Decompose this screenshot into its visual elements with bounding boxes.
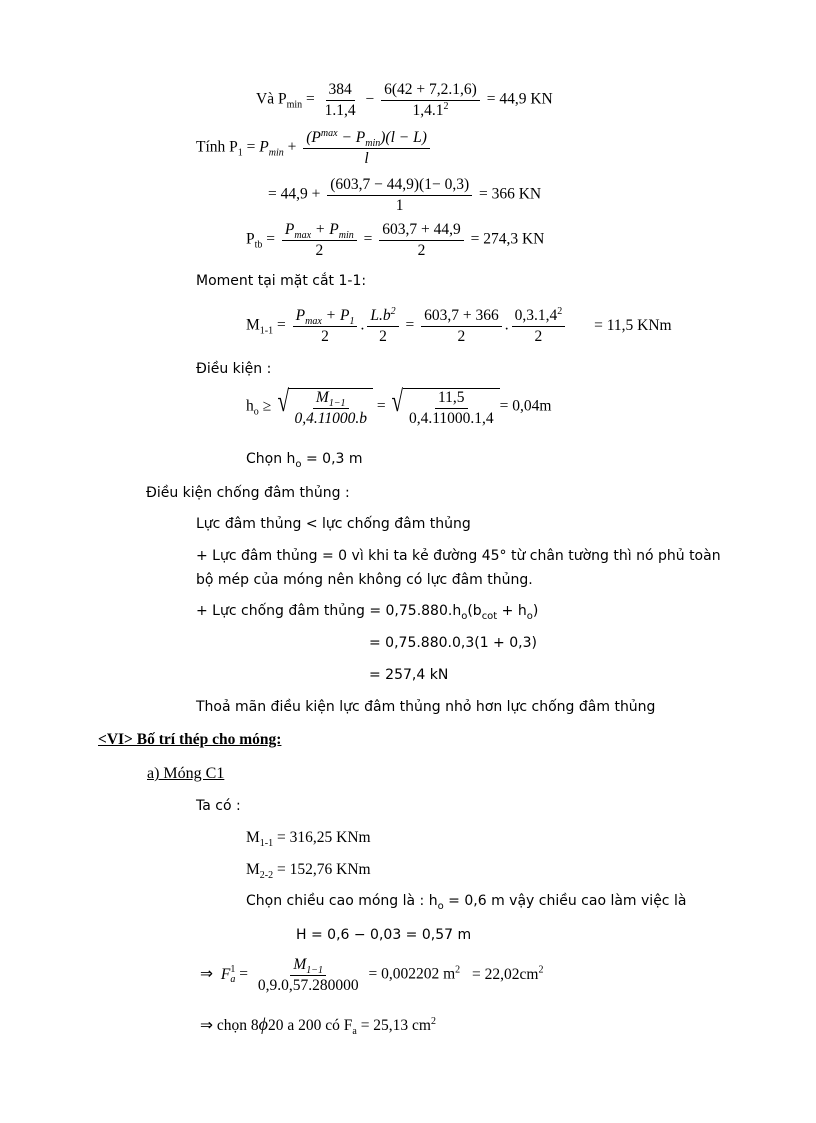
choose-ho — [246, 451, 363, 470]
eq-m11-frac2 — [367, 305, 398, 345]
choose-rebar-sub: a — [352, 1026, 357, 1038]
resist-line3: = 257,4 kN — [369, 667, 449, 683]
eq-ptb-equals2: = — [363, 230, 373, 248]
eq-p1-lead: Tính P — [196, 138, 238, 156]
eq-m11-equals: = — [277, 316, 286, 334]
eq-ho-r1-text: M — [315, 389, 329, 406]
eq-pmin-frac1-num: 384 — [326, 82, 355, 101]
eq-p1-num-a: (P — [306, 129, 321, 146]
eq-ho-lead: h — [246, 397, 254, 415]
phi-symbol: ϕ — [258, 1014, 268, 1034]
eq-fa-frac-num — [290, 957, 326, 976]
eq-p1-num-c: )(l − L) — [380, 129, 427, 146]
eq-ptb-result: = 274,3 KN — [470, 230, 545, 248]
eq-fa-result2: = 22,02cm — [472, 965, 539, 983]
eq-ptb-frac2-num: 603,7 + 44,9 — [379, 222, 464, 241]
punch-paragraph-line2: bộ mép của móng nên không có lực đâm thủng. — [196, 572, 533, 588]
eq-m11 — [246, 305, 672, 345]
eq-ho-frac2-den: 0,4.11000.1,4 — [408, 409, 494, 427]
choose-ho-end: = 0,3 m — [301, 451, 363, 467]
m22-value-sub: 2-2 — [259, 870, 274, 882]
eq-p1-lead-sub: 1 — [237, 147, 243, 159]
eq-ho-sqrt1-body — [288, 388, 372, 426]
eq-m11-equals2: = — [405, 316, 415, 334]
eq-m11-lead-sub: 1-1 — [259, 325, 274, 337]
work-height: H = 0,6 − 0,03 = 0,57 m — [296, 927, 472, 943]
eq-m11-frac1-den: 2 — [321, 327, 329, 345]
eq-p1-num-sub: min — [365, 138, 381, 150]
eq-m11-frac2-den: 2 — [379, 327, 387, 345]
eq-fa-indices — [230, 965, 235, 985]
eq-fa-equals: = — [239, 965, 248, 983]
eq-m11-f4-text: 0,3.1,4 — [514, 307, 558, 324]
eq-m11-frac1 — [293, 308, 358, 344]
eq-p1-pmin-sub: min — [268, 147, 284, 159]
eq-p1-plus: + — [287, 138, 297, 156]
eq-p1-num-sup: max — [320, 127, 338, 139]
eq-m11-dot1: . — [360, 316, 365, 334]
eq-ptb-frac2-den: 2 — [417, 241, 426, 259]
eq-ptb-f1-sub2: min — [338, 230, 354, 242]
eq-m11-frac2-num — [367, 305, 398, 327]
eq-p1-num-b: − P — [337, 129, 366, 146]
m22-value-end: = 152,76 KNm — [273, 861, 371, 878]
section-vi-heading: <VI> Bố trí thép cho móng: — [98, 731, 282, 748]
eq-ho-r1-sub: 1−1 — [328, 398, 346, 410]
eq-ptb-frac1-den: 2 — [315, 241, 324, 259]
eq-fa — [200, 957, 543, 993]
eq-pmin-frac2-num: 6(42 + 7,2.1,6) — [381, 82, 480, 101]
eq-ho-ge: ≥ — [262, 397, 272, 415]
eq-pmin-minus: − — [365, 90, 375, 108]
eq-p1-value-result: = 366 KN — [479, 185, 542, 203]
implies-arrow-1: ⇒ — [200, 965, 213, 983]
m11-value-end: = 316,25 KNm — [273, 829, 371, 846]
eq-p1-frac-den: l — [364, 149, 369, 167]
eq-ho-frac1-den: 0,4.11000.b — [294, 409, 367, 427]
eq-m11-dot2: . — [504, 316, 509, 334]
choose-rebar — [200, 1014, 436, 1038]
punch-heading: Điều kiện chống đâm thủng : — [146, 485, 350, 501]
eq-ho-result: = 0,04m — [499, 397, 552, 415]
eq-p1-equals: = — [246, 138, 256, 156]
eq-pmin-result: = 44,9 KN — [486, 90, 553, 108]
eq-p1 — [196, 127, 433, 167]
eq-fa-result-sup: 2 — [455, 964, 461, 976]
eq-ho-frac1 — [291, 390, 369, 426]
resist-line1 — [196, 603, 539, 622]
eq-ptb-f1-b: + P — [311, 221, 339, 238]
m22-value-text: M — [246, 861, 260, 878]
eq-fa-num-sub: 1−1 — [306, 965, 324, 977]
choose-rebar-mid: 20 a 200 có F — [267, 1017, 353, 1034]
eq-ptb-frac1-num — [282, 222, 357, 241]
eq-ho — [246, 385, 552, 427]
resist-line1-mid2: + h — [497, 603, 527, 619]
eq-ptb-frac2 — [379, 222, 464, 258]
eq-fa-result: = 0,002202 m — [368, 965, 456, 983]
eq-ptb-f1-a: P — [284, 221, 295, 238]
eq-pmin-lead-sub: min — [286, 99, 303, 111]
choose-height-sub: o — [437, 900, 444, 912]
eq-pmin-frac2-den-text: 1,4.1 — [412, 101, 444, 119]
resist-line1-sub2: cot — [481, 610, 498, 622]
punch-satisfied: Thoả mãn điều kiện lực đâm thủng nhỏ hơn lực chống đâm thủng — [196, 699, 656, 715]
eq-p1-frac — [303, 127, 430, 167]
m11-value-sub: 1-1 — [259, 838, 274, 850]
eq-fa-sub: a — [230, 974, 236, 985]
choose-rebar-sup: 2 — [431, 1015, 436, 1027]
eq-fa-frac — [255, 957, 362, 993]
choose-rebar-end: = 25,13 cm — [356, 1017, 431, 1034]
eq-pmin-frac2-den — [409, 101, 451, 119]
subsection-a-heading: a) Móng C1 — [147, 765, 225, 782]
eq-p1-value-lead: = 44,9 + — [268, 185, 321, 203]
resist-line1-end: ) — [532, 603, 539, 619]
eq-ptb-lead: P — [246, 230, 255, 248]
we-have-label: Ta có : — [196, 798, 241, 814]
eq-pmin-frac2 — [381, 82, 480, 118]
condition-label: Điều kiện : — [196, 361, 272, 377]
eq-ptb — [246, 222, 544, 258]
resist-line1-text: + Lực chống đâm thủng = 0,75.880.h — [196, 603, 462, 619]
eq-ptb-equals: = — [266, 230, 276, 248]
choose-height-text: Chọn chiều cao móng là : h — [246, 893, 438, 909]
eq-pmin-equals: = — [306, 90, 315, 108]
eq-m11-frac3-den: 2 — [457, 327, 466, 345]
eq-m11-frac4-num — [512, 305, 566, 327]
moment-heading: Moment tại mặt cắt 1-1: — [196, 273, 367, 289]
eq-ptb-lead-sub: tb — [254, 239, 263, 251]
eq-ho-frac2 — [406, 390, 497, 426]
eq-p1-value-num: (603,7 − 44,9)(1− 0,3) — [327, 177, 472, 196]
m11-value-text: M — [246, 829, 260, 846]
punch-paragraph-line1: + Lực đâm thủng = 0 vì khi ta kẻ đường 45° từ chân tường thì nó phủ toàn — [196, 548, 721, 564]
eq-p1-pmin: P — [259, 138, 269, 156]
eq-m11-lead: M — [246, 316, 260, 334]
eq-m11-frac3 — [421, 308, 502, 344]
eq-ho-sqrt2-body — [403, 388, 500, 426]
resist-line1-mid: (b — [467, 603, 482, 619]
eq-ptb-f1-sub: max — [294, 230, 312, 242]
eq-ho-lead-sub: o — [253, 406, 259, 418]
eq-m11-frac3-num: 603,7 + 366 — [421, 308, 502, 327]
choose-height-end: = 0,6 m vậy chiều cao làm việc là — [443, 893, 687, 909]
choose-ho-sub: o — [295, 458, 302, 470]
eq-p1-value-frac — [327, 177, 472, 213]
punch-inequality: Lực đâm thủng < lực chống đâm thủng — [196, 516, 471, 532]
eq-pmin-frac2-den-sup: 2 — [443, 100, 449, 112]
eq-fa-num-text: M — [293, 956, 307, 973]
eq-ho-radical2: √ — [391, 385, 404, 418]
eq-m11-result: = 11,5 KNm — [594, 316, 672, 334]
eq-ptb-frac1 — [282, 222, 357, 258]
eq-m11-f1-sub: max — [305, 316, 322, 328]
eq-pmin-frac1-den: 1.1,4 — [324, 101, 356, 119]
implies-arrow-2: ⇒ — [200, 1017, 213, 1034]
choose-height — [246, 893, 687, 912]
eq-ho-frac2-num: 11,5 — [435, 390, 468, 409]
eq-m11-f1-sub2: 1 — [349, 316, 355, 328]
eq-fa-frac-den: 0,9.0,57.280000 — [257, 976, 359, 994]
eq-m11-frac4-den: 2 — [534, 327, 543, 345]
eq-p1-value — [268, 177, 541, 213]
choose-ho-text: Chọn h — [246, 451, 296, 467]
eq-pmin-frac1 — [322, 82, 359, 118]
resist-line1-sub3: o — [526, 610, 533, 622]
eq-pmin — [256, 82, 553, 118]
resist-line2: = 0,75.880.0,3(1 + 0,3) — [369, 635, 537, 651]
eq-p1-value-den: 1 — [395, 196, 404, 214]
eq-m11-frac1-num — [293, 308, 358, 327]
m22-value — [246, 861, 371, 882]
eq-m11-frac4 — [512, 305, 566, 345]
eq-ho-radical1: √ — [277, 385, 290, 418]
eq-ho-sqrt2 — [389, 385, 499, 427]
m11-value — [246, 829, 371, 850]
eq-m11-f2-text: L.b — [370, 307, 391, 324]
eq-m11-f2-sup: 2 — [390, 305, 396, 317]
eq-ho-equals: = — [376, 397, 386, 415]
choose-rebar-text: chọn 8 — [216, 1017, 259, 1034]
eq-fa-lead: F — [220, 965, 231, 983]
eq-fa-result2-sup: 2 — [538, 964, 544, 976]
eq-m11-f4-sup: 2 — [557, 305, 563, 317]
eq-m11-f1-b: + P — [321, 307, 350, 324]
eq-m11-f1-a: P — [295, 307, 306, 324]
eq-fa-sup: 1 — [230, 964, 236, 975]
eq-pmin-lead: Và P — [256, 90, 287, 108]
eq-p1-frac-num — [303, 127, 430, 150]
eq-ho-sqrt1 — [275, 385, 373, 427]
resist-line1-sub1: o — [461, 610, 468, 622]
eq-ho-frac1-num — [313, 390, 349, 409]
